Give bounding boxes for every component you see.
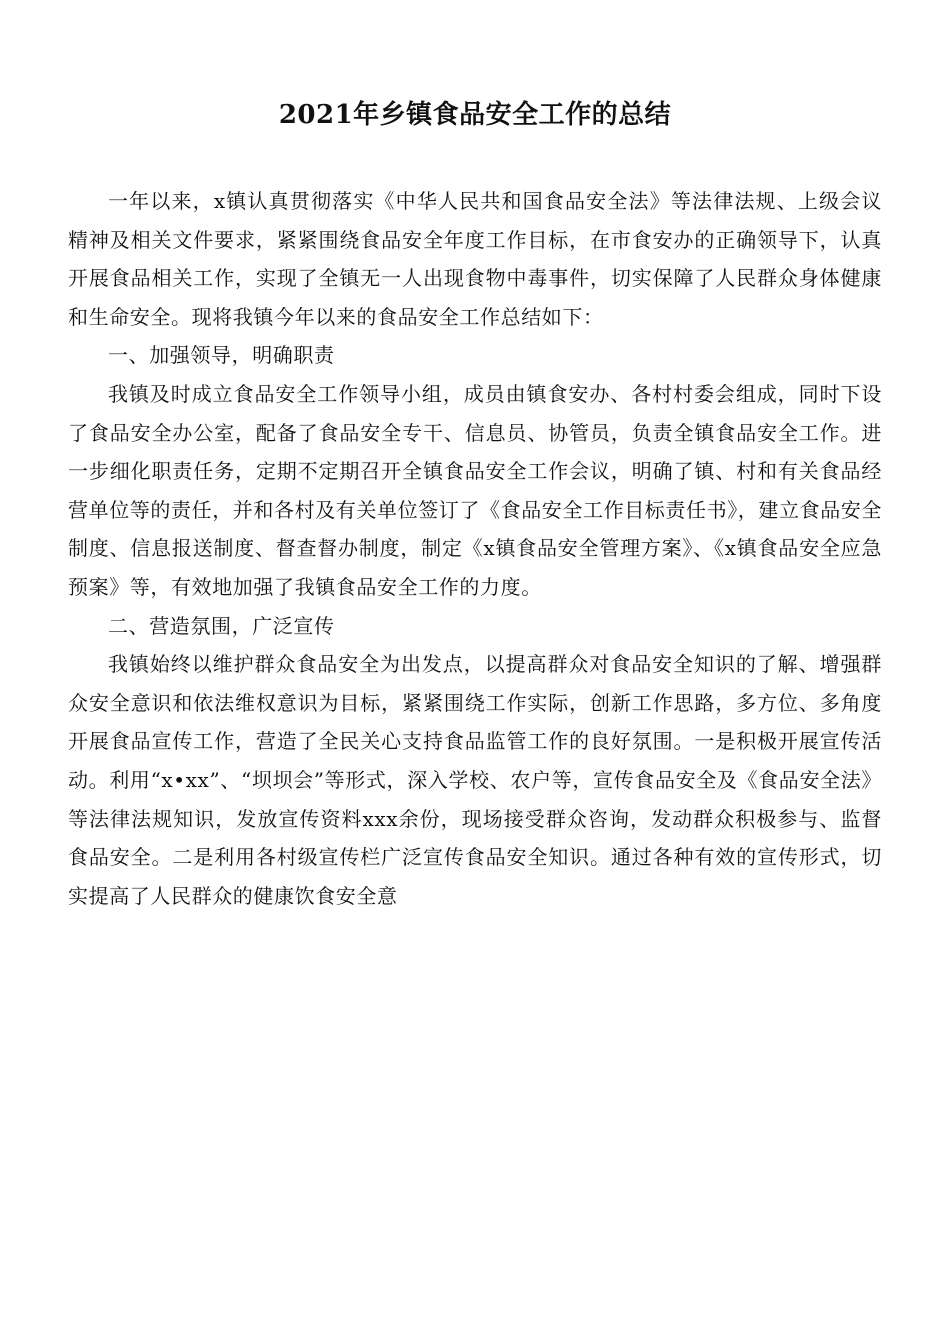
document-body <box>68 182 882 915</box>
intro-paragraph: 一年以来，x镇认真贯彻落实《中华人民共和国食品安全法》等法律法规、上级会议精神及相关文件要求，紧紧围绕食品安全年度工作目标，在市食安办的正确领导下，认真开展食品相关工作，实现了全镇无一人出现食物中毒事件，切实保障了人民群众身体健康和生命安全。现将我镇今年以来的食品安全工作总结如下： <box>68 189 882 329</box>
section-body-leadership: 我镇及时成立食品安全工作领导小组，成员由镇食安办、各村村委会组成，同时下设了食品安全办公室，配备了食品安全专干、信息员、协管员，负责全镇食品安全工作。进一步细化职责任务，定期不定期召开全镇食品安全工作会议，明确了镇、村和有关食品经营单位等的责任，并和各村及有关单位签订了《食品安全工作目标责任书》，建立食品安全制度、信息报送制度、督查督办制度，制定《x镇食品安全管理方案》、《x镇食品安全应急预案》等，有效地加强了我镇食品安全工作的力度。 <box>68 381 882 599</box>
section-body-publicity: 我镇始终以维护群众食品安全为出发点，以提高群众对食品安全知识的了解、增强群众安全意识和依法维权意识为目标，紧紧围绕工作实际，创新工作思路，多方位、多角度开展食品宣传工作，营造了全民关心支持食品监管工作的良好氛围。一是积极开展宣传活动。利用“x•xx”、“坝坝会”等形式，深入学校、农户等，宣传食品安全及《食品安全法》等法律法规知识，发放宣传资料xxx余份，现场接受群众咨询，发动群众积极参与、监督食品安全。二是利用各村级宣传栏广泛宣传食品安全知识。通过各种有效的宣传形式，切实提高了人民群众的健康饮食安全意 <box>68 652 882 908</box>
section-heading-publicity: 二、营造氛围，广泛宣传 <box>108 613 335 638</box>
section-heading-leadership: 一、加强领导，明确职责 <box>108 343 335 368</box>
document-title: 2021年乡镇食品安全工作的总结 <box>278 100 672 130</box>
